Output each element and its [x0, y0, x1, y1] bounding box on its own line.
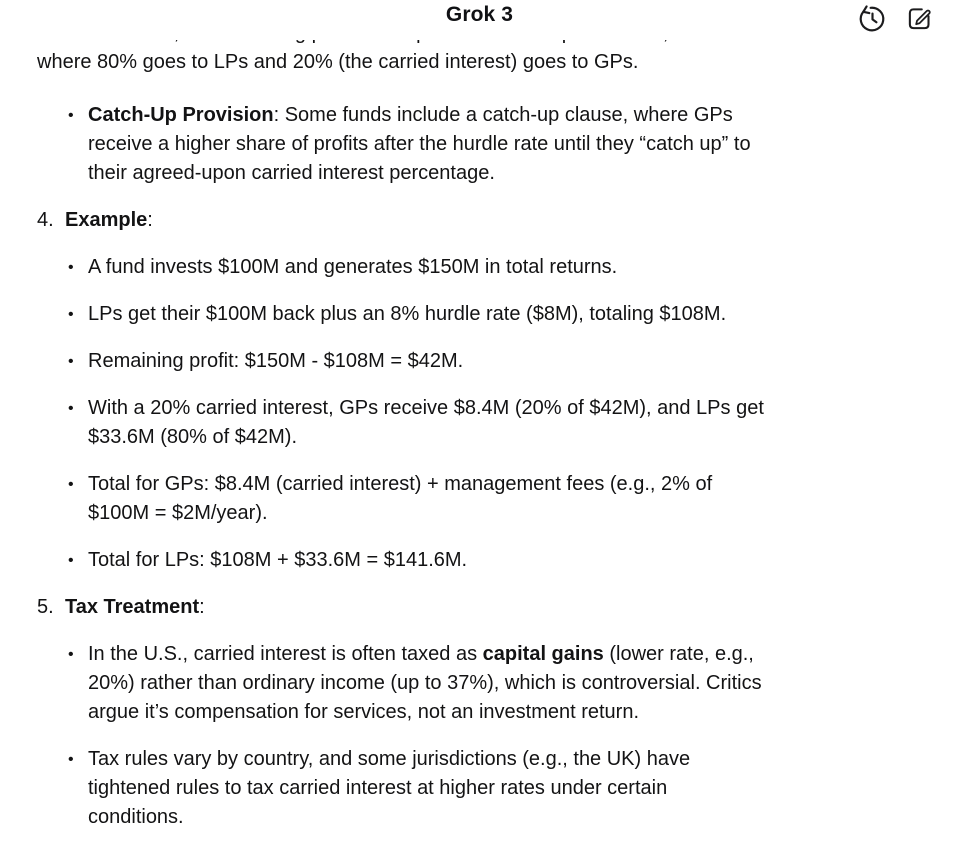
list-item-total-gps: [37, 470, 919, 528]
text-line: 20%) rather than ordinary income (up to 37%), which is controversial. Critics: [88, 672, 762, 694]
text-line: Tax rules vary by country, and some jurisdictions (e.g., the UK) have: [88, 748, 691, 770]
numbered-item-5-tax-treatment: [37, 593, 919, 622]
text-line: With a 20% carried interest, GPs receive $8.4M (20% of $42M), and LPs get: [88, 397, 764, 419]
compose-button[interactable]: [903, 2, 935, 34]
section-title: Tax Treatment:: [65, 596, 205, 618]
list-item-carried-interest-split: [37, 394, 919, 452]
section-title: Example:: [65, 209, 153, 231]
header-actions: [856, 2, 935, 34]
history-icon: [858, 4, 887, 33]
numbered-item-4-example: [37, 206, 919, 235]
bullet-icon: •: [68, 552, 74, 569]
list-item-remaining-profit: [37, 347, 919, 376]
list-item-fund-invests: [37, 253, 919, 282]
bullet-icon: •: [68, 751, 74, 768]
list-item-us-tax: [37, 640, 919, 727]
text-line: LPs get their $100M back plus an 8% hurdle rate ($8M), totaling $108M.: [88, 303, 727, 325]
compose-icon: [905, 4, 934, 33]
history-button[interactable]: [856, 2, 888, 34]
bullet-icon: •: [68, 476, 74, 493]
text-line: A fund invests $100M and generates $150M in total returns.: [88, 256, 618, 278]
text-line: where 80% goes to LPs and 20% (the carried interest) goes to GPs.: [37, 51, 639, 73]
bold-term: Catch-Up Provision: [88, 104, 274, 126]
list-item-tax-rules-vary: [37, 745, 919, 832]
bullet-icon: •: [68, 353, 74, 370]
list-item-lps-hurdle: [37, 300, 919, 329]
bullet-icon: •: [68, 646, 74, 663]
text-line: conditions.: [88, 806, 184, 828]
text-line: receive a higher share of profits after the hurdle rate until they “catch up” to: [88, 133, 751, 155]
list-item-catch-up-provision: [37, 101, 919, 188]
text-line: $33.6M (80% of $42M).: [88, 426, 297, 448]
list-item-total-lps: [37, 546, 919, 575]
list-number: 4.: [37, 209, 54, 231]
bullet-icon: •: [68, 107, 74, 124]
bullet-icon: •: [68, 306, 74, 323]
text-line: tightened rules to tax carried interest at higher rates under certain: [88, 777, 668, 799]
bullet-icon: •: [68, 259, 74, 276]
text-line: argue it’s compensation for services, not an investment return.: [88, 701, 640, 723]
text-line: In the U.S., carried interest is often taxed as capital gains (lower rate, e.g.,: [88, 643, 754, 665]
header: [0, 0, 959, 40]
list-number: 5.: [37, 596, 54, 618]
text-line: Total for LPs: $108M + $33.6M = $141.6M.: [88, 549, 468, 571]
page-title: Grok 3: [445, 3, 514, 26]
text-line: Catch-Up Provision: Some funds include a catch-up clause, where GPs: [88, 104, 733, 126]
text-line: $100M = $2M/year).: [88, 502, 268, 524]
text-line: Remaining profit: $150M - $108M = $42M.: [88, 350, 464, 372]
text-line: their agreed-upon carried interest percentage.: [88, 162, 495, 184]
bullet-icon: •: [68, 400, 74, 417]
text-line: Total for GPs: $8.4M (carried interest) + management fees (e.g., 2% of: [88, 473, 713, 495]
bold-term: capital gains: [482, 643, 604, 665]
